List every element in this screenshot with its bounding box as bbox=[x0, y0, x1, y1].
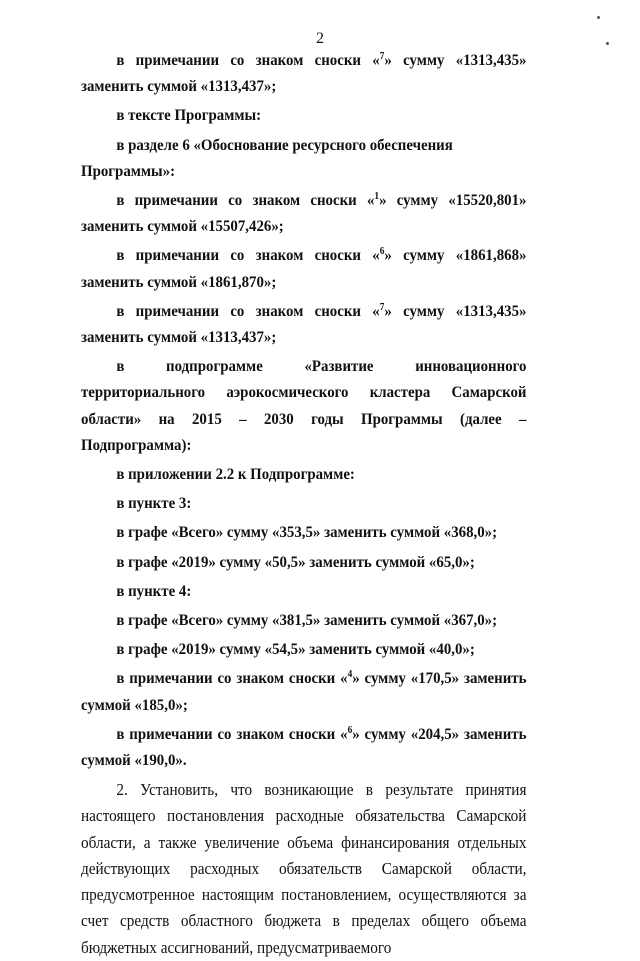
page-number: 2 bbox=[316, 30, 324, 47]
paragraph: в графе «Всего» сумму «381,5» заменить суммой «367,0»; bbox=[116, 612, 498, 630]
paragraph: в пункте 3: bbox=[116, 495, 192, 513]
paragraph: в подпрограмме «Развитие инновационного территориального аэрокосмического кластера Самарской области» на 2015 – 2030 годы Программы (далее – Подпрограмма): bbox=[81, 358, 527, 454]
paragraph: в разделе 6 «Обоснование ресурсного обеспечения Программы»: bbox=[81, 136, 453, 180]
paragraph: в тексте Программы: bbox=[116, 107, 262, 125]
paragraph: в примечании со знаком сноски «$^7$» сумму «1313,435» заменить суммой «1313,437»; bbox=[81, 51, 527, 96]
paragraph: в приложении 2.2 к Подпрограмме: bbox=[116, 466, 355, 484]
scan-speck bbox=[597, 16, 600, 19]
paragraph: в примечании со знаком сноски «$^6$» сумму «204,5» заменить суммой «190,0». bbox=[81, 724, 527, 770]
paragraph: в примечании со знаком сноски «$^6$» сумму «1861,868» заменить суммой «1861,870»; bbox=[81, 246, 527, 291]
paragraph: в пункте 4: bbox=[116, 582, 192, 600]
document-body bbox=[81, 48, 526, 961]
paragraph: 2. Установить, что возникающие в результате принятия настоящего постановления расходные обязательства Самарской области, а также увеличение объема финансирования отдельных действующих расходных обязательств Самарской области, предусмотренное настоящим постановлением, осуществляются за счет средств областного бюджета в пределах общего объема бюджетных ассигнований, предусматриваемого bbox=[81, 780, 527, 957]
scan-speck bbox=[606, 42, 609, 45]
paragraph: в примечании со знаком сноски «$^7$» сумму «1313,435» заменить суммой «1313,437»; bbox=[81, 301, 527, 347]
paragraph: в графе «Всего» сумму «353,5» заменить суммой «368,0»; bbox=[116, 524, 498, 542]
paragraph: в примечании со знаком сноски «$^1$» сумму «15520,801» заменить суммой «15507,426»; bbox=[81, 191, 527, 236]
paragraph: в графе «2019» сумму «50,5» заменить суммой «65,0»; bbox=[116, 553, 475, 571]
paragraph: в графе «2019» сумму «54,5» заменить суммой «40,0»; bbox=[116, 641, 475, 659]
paragraph: в примечании со знаком сноски «$^4$» сумму «170,5» заменить суммой «185,0»; bbox=[81, 669, 527, 714]
